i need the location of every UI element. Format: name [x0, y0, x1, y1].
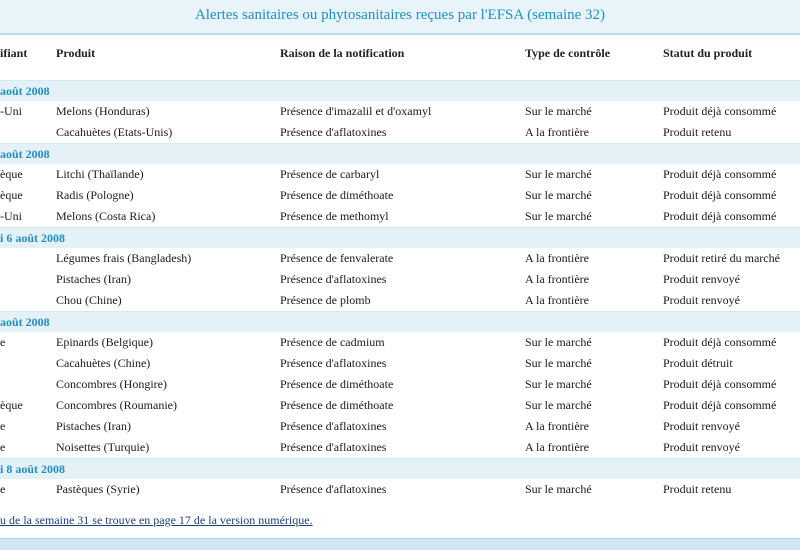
cell-produit: Concombres (Roumanie) — [56, 398, 177, 412]
cell-controle: A la frontière — [525, 272, 589, 286]
table-row — [0, 353, 800, 374]
cell-raison: Présence de plomb — [280, 293, 371, 307]
cell-notifiant: èque — [0, 398, 23, 412]
table-row — [0, 395, 800, 416]
cell-statut: Produit renvoyé — [663, 272, 740, 286]
cell-raison: Présence de diméthoate — [280, 188, 394, 202]
date-group-header — [0, 227, 800, 248]
cell-raison: Présence d'imazalil et d'oxamyl — [280, 104, 432, 118]
cell-produit: Chou (Chine) — [56, 293, 122, 307]
cell-raison: Présence de diméthoate — [280, 377, 394, 391]
table-row — [0, 332, 800, 353]
cell-notifiant: -Uni — [0, 209, 22, 223]
date-group-header — [0, 311, 800, 332]
date-group-label: août 2008 — [0, 147, 50, 161]
cell-notifiant: e — [0, 440, 6, 454]
table-row — [0, 290, 800, 311]
cell-controle: Sur le marché — [525, 398, 592, 412]
date-group-header — [0, 143, 800, 164]
cell-statut: Produit déjà consommé — [663, 188, 777, 202]
cell-raison: Présence de cadmium — [280, 335, 385, 349]
column-headers — [0, 36, 800, 76]
cell-statut: Produit renvoyé — [663, 293, 740, 307]
cell-raison: Présence de carbaryl — [280, 167, 380, 181]
cell-controle: Sur le marché — [525, 482, 592, 496]
cell-produit: Cacahuètes (Etats-Unis) — [56, 125, 173, 139]
cell-controle: Sur le marché — [525, 335, 592, 349]
cell-produit: Radis (Pologne) — [56, 188, 134, 202]
cell-notifiant: -Uni — [0, 104, 22, 118]
cell-statut: Produit détruit — [663, 356, 733, 370]
cell-controle: Sur le marché — [525, 377, 592, 391]
cell-raison: Présence de methomyl — [280, 209, 389, 223]
cell-statut: Produit déjà consommé — [663, 335, 777, 349]
date-group-header — [0, 80, 800, 101]
cell-statut: Produit déjà consommé — [663, 167, 777, 181]
cell-produit: Epinards (Belgique) — [56, 335, 153, 349]
cell-raison: Présence d'aflatoxines — [280, 482, 387, 496]
cell-controle: A la frontière — [525, 440, 589, 454]
cell-controle: Sur le marché — [525, 188, 592, 202]
cell-produit: Melons (Costa Rica) — [56, 209, 156, 223]
table-row — [0, 122, 800, 143]
cell-raison: Présence de fenvalerate — [280, 251, 394, 265]
table-row — [0, 269, 800, 290]
cell-controle: Sur le marché — [525, 167, 592, 181]
cell-notifiant: e — [0, 335, 6, 349]
cell-notifiant: e — [0, 419, 6, 433]
cell-controle: Sur le marché — [525, 356, 592, 370]
header-notifiant: ifiant — [0, 46, 28, 60]
cell-statut: Produit déjà consommé — [663, 104, 777, 118]
header-statut: Statut du produit — [663, 46, 753, 60]
cell-produit: Pistaches (Iran) — [56, 272, 131, 286]
header-raison: Raison de la notification — [280, 46, 405, 60]
cell-produit: Pistaches (Iran) — [56, 419, 131, 433]
cell-raison: Présence d'aflatoxines — [280, 125, 387, 139]
cell-controle: A la frontière — [525, 251, 589, 265]
cell-statut: Produit renvoyé — [663, 419, 740, 433]
cell-controle: A la frontière — [525, 419, 589, 433]
cell-notifiant: èque — [0, 188, 23, 202]
cell-controle: A la frontière — [525, 125, 589, 139]
header-produit: Produit — [56, 46, 96, 60]
table-row — [0, 437, 800, 458]
footnote-link[interactable]: u de la semaine 31 se trouve en page 17 de la version numérique. — [0, 513, 313, 527]
cell-raison: Présence de diméthoate — [280, 398, 394, 412]
cell-statut: Produit déjà consommé — [663, 209, 777, 223]
cell-produit: Légumes frais (Bangladesh) — [56, 251, 192, 265]
cell-notifiant: èque — [0, 167, 23, 181]
header-controle: Type de contrôle — [525, 46, 611, 60]
cell-statut: Produit déjà consommé — [663, 398, 777, 412]
table-row — [0, 206, 800, 227]
date-group-label: i 6 août 2008 — [0, 231, 66, 245]
table-row — [0, 479, 800, 500]
cell-produit: Concombres (Hongire) — [56, 377, 167, 391]
cell-notifiant: e — [0, 482, 6, 496]
alert-groups — [0, 80, 800, 500]
cell-controle: Sur le marché — [525, 209, 592, 223]
cell-raison: Présence d'aflatoxines — [280, 419, 387, 433]
table-row — [0, 185, 800, 206]
table-row — [0, 101, 800, 122]
date-group-label: i 8 août 2008 — [0, 462, 66, 476]
cell-statut: Produit retenu — [663, 482, 732, 496]
bottom-bar — [0, 538, 800, 550]
cell-produit: Cacahuètes (Chine) — [56, 356, 151, 370]
cell-raison: Présence d'aflatoxines — [280, 356, 387, 370]
cell-statut: Produit renvoyé — [663, 440, 740, 454]
cell-statut: Produit retenu — [663, 125, 732, 139]
table-row — [0, 416, 800, 437]
date-group-header — [0, 458, 800, 479]
cell-raison: Présence d'aflatoxines — [280, 440, 387, 454]
cell-controle: Sur le marché — [525, 104, 592, 118]
table-row — [0, 374, 800, 395]
cell-produit: Pastèques (Syrie) — [56, 482, 140, 496]
cell-controle: A la frontière — [525, 293, 589, 307]
cell-produit: Litchi (Thaïlande) — [56, 167, 144, 181]
table-title: Alertes sanitaires ou phytosanitaires reçues par l'EFSA (semaine 32) — [194, 7, 606, 23]
cell-statut: Produit déjà consommé — [663, 377, 777, 391]
cell-produit: Melons (Honduras) — [56, 104, 150, 118]
date-group-label: août 2008 — [0, 315, 50, 329]
cell-raison: Présence d'aflatoxines — [280, 272, 387, 286]
table-row — [0, 164, 800, 185]
date-group-label: août 2008 — [0, 84, 50, 98]
cell-statut: Produit retiré du marché — [663, 251, 780, 265]
table-row — [0, 248, 800, 269]
title-bar — [0, 0, 800, 35]
cell-produit: Noisettes (Turquie) — [56, 440, 150, 454]
